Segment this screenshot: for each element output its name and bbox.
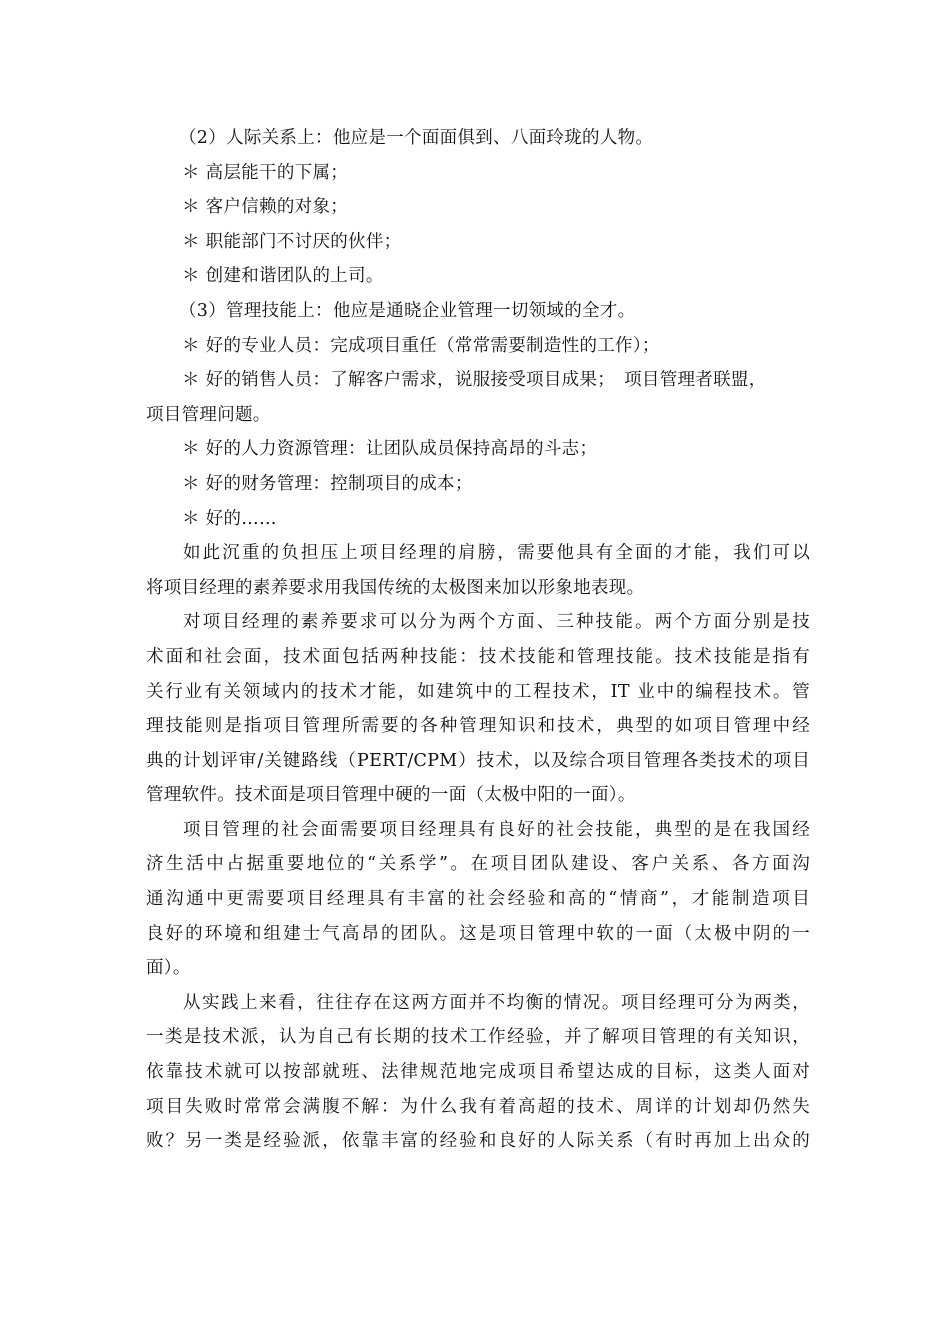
paragraph-line: 对项目经理的素养要求可以分为两个方面、三种技能。两个方面分别是技	[183, 612, 810, 633]
bullet-item: ＊ 好的专业人员：完成项目重任（常常需要制造性的工作）；	[182, 335, 660, 356]
body-text	[146, 121, 810, 1159]
paragraph-line: 理技能则是指项目管理所需要的各种管理知识和技术，典型的如项目管理中经	[146, 716, 810, 737]
section-heading-interpersonal: （2）人际关系上：他应是一个面面俱到、八面玲珑的人物。	[179, 128, 654, 148]
paragraph-line: 依靠技术就可以按部就班、法律规范地完成项目希望达成的目标，这类人面对	[146, 1062, 810, 1083]
paragraph-line: 从实践上来看，往往存在这两方面并不均衡的情况。项目经理可分为两类，	[183, 992, 810, 1013]
paragraph-line: 项目管理的社会面需要项目经理具有良好的社会技能，典型的是在我国经	[183, 819, 810, 840]
bullet-item: ＊ 客户信赖的对象；	[182, 197, 349, 218]
paragraph-line: 如此沉重的负担压上项目经理的肩膀，需要他具有全面的才能，我们可以	[183, 543, 810, 564]
bullet-item: ＊ 高层能干的下属；	[182, 162, 349, 183]
paragraph-line: 济生活中占据重要地位的“关系学”。在项目团队建设、客户关系、各方面沟	[146, 854, 810, 875]
paragraph-line: 项目失败时常常会满腹不解：为什么我有着高超的技术、周详的计划却仍然失	[146, 1096, 810, 1117]
bullet-item: ＊ 创建和谐团队的上司。	[182, 266, 384, 287]
bullet-item: ＊ 好的销售人员：了解客户需求，说服接受项目成果； 项目管理者联盟，	[182, 370, 767, 391]
paragraph-line: 面）。	[146, 958, 191, 979]
bullet-item: ＊ 好的人力资源管理：让团队成员保持高昂的斗志；	[182, 439, 598, 460]
paragraph-line: 通沟通中更需要项目经理具有丰富的社会经验和高的“情商”，才能制造项目	[146, 889, 810, 910]
bullet-continuation: 项目管理问题。	[146, 404, 271, 425]
paragraph-line: 术面和社会面，技术面包括两种技能：技术技能和管理技能。技术技能是指有	[146, 646, 810, 667]
paragraph-line: 败？另一类是经验派，依靠丰富的经验和良好的人际关系（有时再加上出众的	[146, 1131, 810, 1152]
paragraph-line: 一类是技术派，认为自己有长期的技术工作经验，并了解项目管理的有关知识，	[146, 1027, 810, 1048]
paragraph-line: 将项目经理的素养要求用我国传统的太极图来加以形象地表现。	[146, 577, 645, 598]
paragraph-line: 良好的环境和组建士气高昂的团队。这是项目管理中软的一面（太极中阴的一	[146, 923, 810, 944]
bullet-item: ＊ 好的财务管理：控制项目的成本；	[182, 473, 473, 494]
bullet-item: ＊ 职能部门不讨厌的伙伴；	[182, 231, 402, 252]
section-heading-management: （3）管理技能上：他应是通晓企业管理一切领域的全才。	[179, 300, 636, 321]
paragraph-line: 典的计划评审/关键路线（PERT/CPM）技术，以及综合项目管理各类技术的项目	[146, 750, 810, 771]
bullet-item: ＊ 好的……	[182, 508, 277, 529]
paragraph-line: 管理软件。技术面是项目管理中硬的一面（太极中阳的一面）。	[146, 785, 636, 806]
paragraph-line: 关行业有关领域内的技术才能，如建筑中的工程技术，IT 业中的编程技术。管	[146, 681, 810, 702]
